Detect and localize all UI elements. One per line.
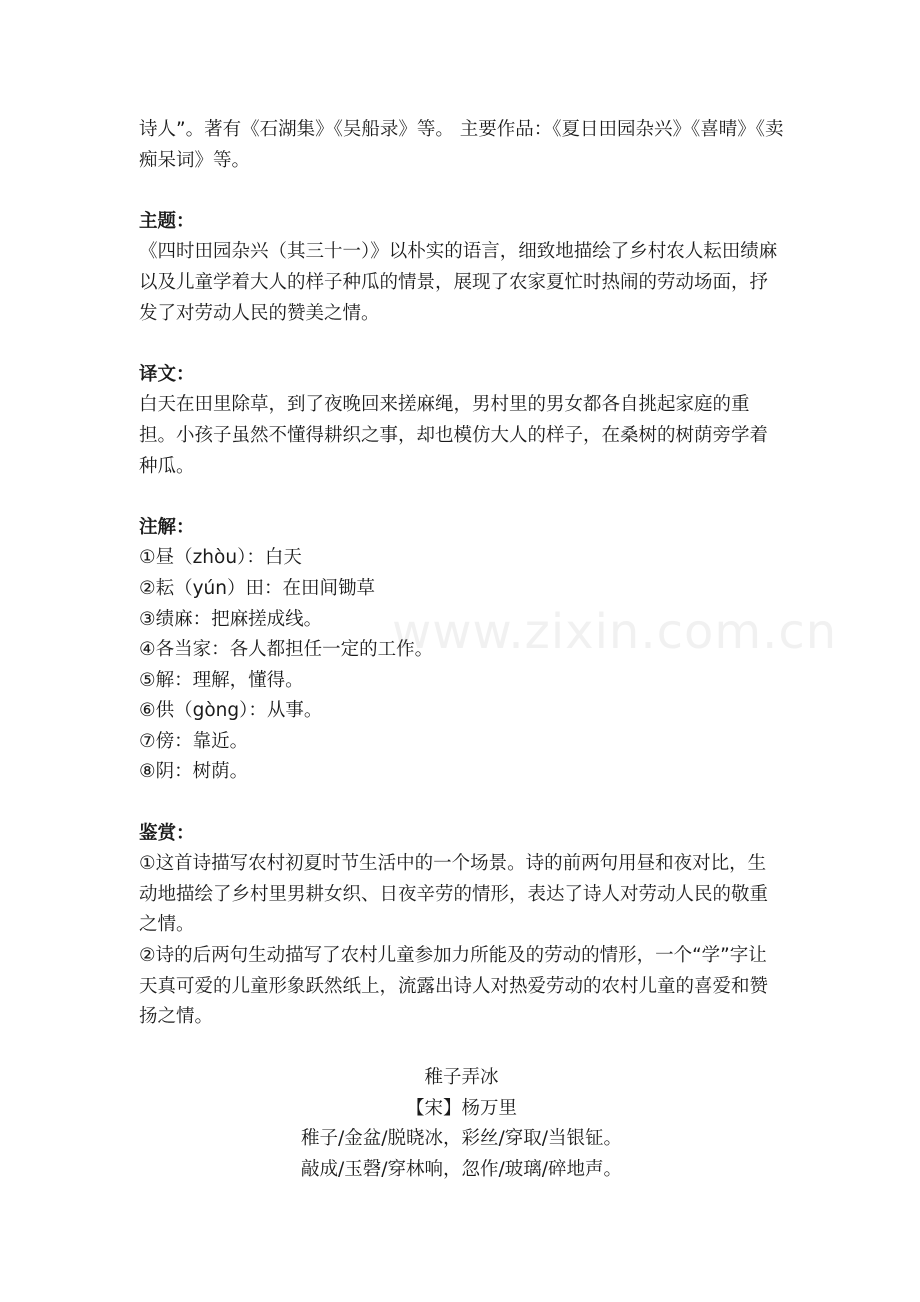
translation-paragraph: 白天在田里除草，到了夜晚回来搓麻绳，男村里的男女都各自挑起家庭的重担。小孩子虽然不懂得耕织之事，却也模仿大人的样子，在桑树的树荫旁学着种瓜。 bbox=[139, 394, 769, 477]
notes-heading: 注解： bbox=[139, 516, 195, 538]
note-item: ①昼（zhòu）：白天 bbox=[139, 547, 302, 569]
note-item: ③绩麻：把麻搓成线。 bbox=[139, 608, 323, 630]
appreciation-paragraph: ①这首诗描写农村初夏时节生活中的一个场景。诗的前两句用昼和夜对比，生动地描绘了乡村里男耕女织、日夜辛劳的情形，表达了诗人对劳动人民的敬重之情。 bbox=[139, 853, 769, 936]
poem-line: 敲成/玉磬/穿林响，忽作/玻璃/碎地声。 bbox=[301, 1158, 622, 1180]
note-item: ⑦傍：靠近。 bbox=[139, 730, 249, 752]
note-item: ⑤解：理解，懂得。 bbox=[139, 669, 304, 691]
spacer bbox=[139, 788, 784, 819]
note-item: ⑧阴：树荫。 bbox=[139, 761, 249, 783]
poem-title: 稚子弄冰 bbox=[424, 1067, 499, 1088]
appreciation-paragraph: ②诗的后两句生动描写了农村儿童参加力所能及的劳动的情形，一个“学”字让天真可爱的儿童形象跃然纸上，流露出诗人对热爱劳动的农村儿童的喜爱和赞扬之情。 bbox=[139, 945, 769, 1028]
spacer bbox=[139, 482, 784, 513]
poem-block bbox=[139, 1063, 784, 1185]
note-item: ⑥供（gòng）：从事。 bbox=[139, 700, 323, 722]
watermark: www.zixin.com.cn bbox=[392, 604, 838, 660]
theme-heading: 主题： bbox=[139, 210, 195, 232]
note-item: ④各当家：各人都担任一定的工作。 bbox=[139, 639, 434, 661]
appreciation-heading: 鉴赏： bbox=[139, 822, 195, 844]
poem-line: 稚子/金盆/脱晓冰，彩丝/穿取/当银钲。 bbox=[301, 1128, 622, 1150]
spacer bbox=[139, 176, 784, 207]
spacer bbox=[139, 329, 784, 360]
poem-author: 【宋】杨万里 bbox=[405, 1097, 517, 1119]
intro-paragraph: 诗人”。著有《石湖集》《吴船录》等。 主要作品：《夏日田园杂兴》《喜晴》《卖痴呆词》等。 bbox=[139, 119, 784, 171]
theme-paragraph: 《四时田园杂兴（其三十一）》以朴实的语言，细致地描绘了乡村农人耘田绩麻以及儿童学着大人的样子种瓜的情景，展现了农家夏忙时热闹的劳动场面，抒发了对劳动人民的赞美之情。 bbox=[139, 241, 778, 324]
document-body bbox=[139, 115, 784, 1033]
translation-heading: 译文： bbox=[139, 363, 195, 385]
note-item: ②耘（yún）田：在田间锄草 bbox=[139, 577, 375, 599]
